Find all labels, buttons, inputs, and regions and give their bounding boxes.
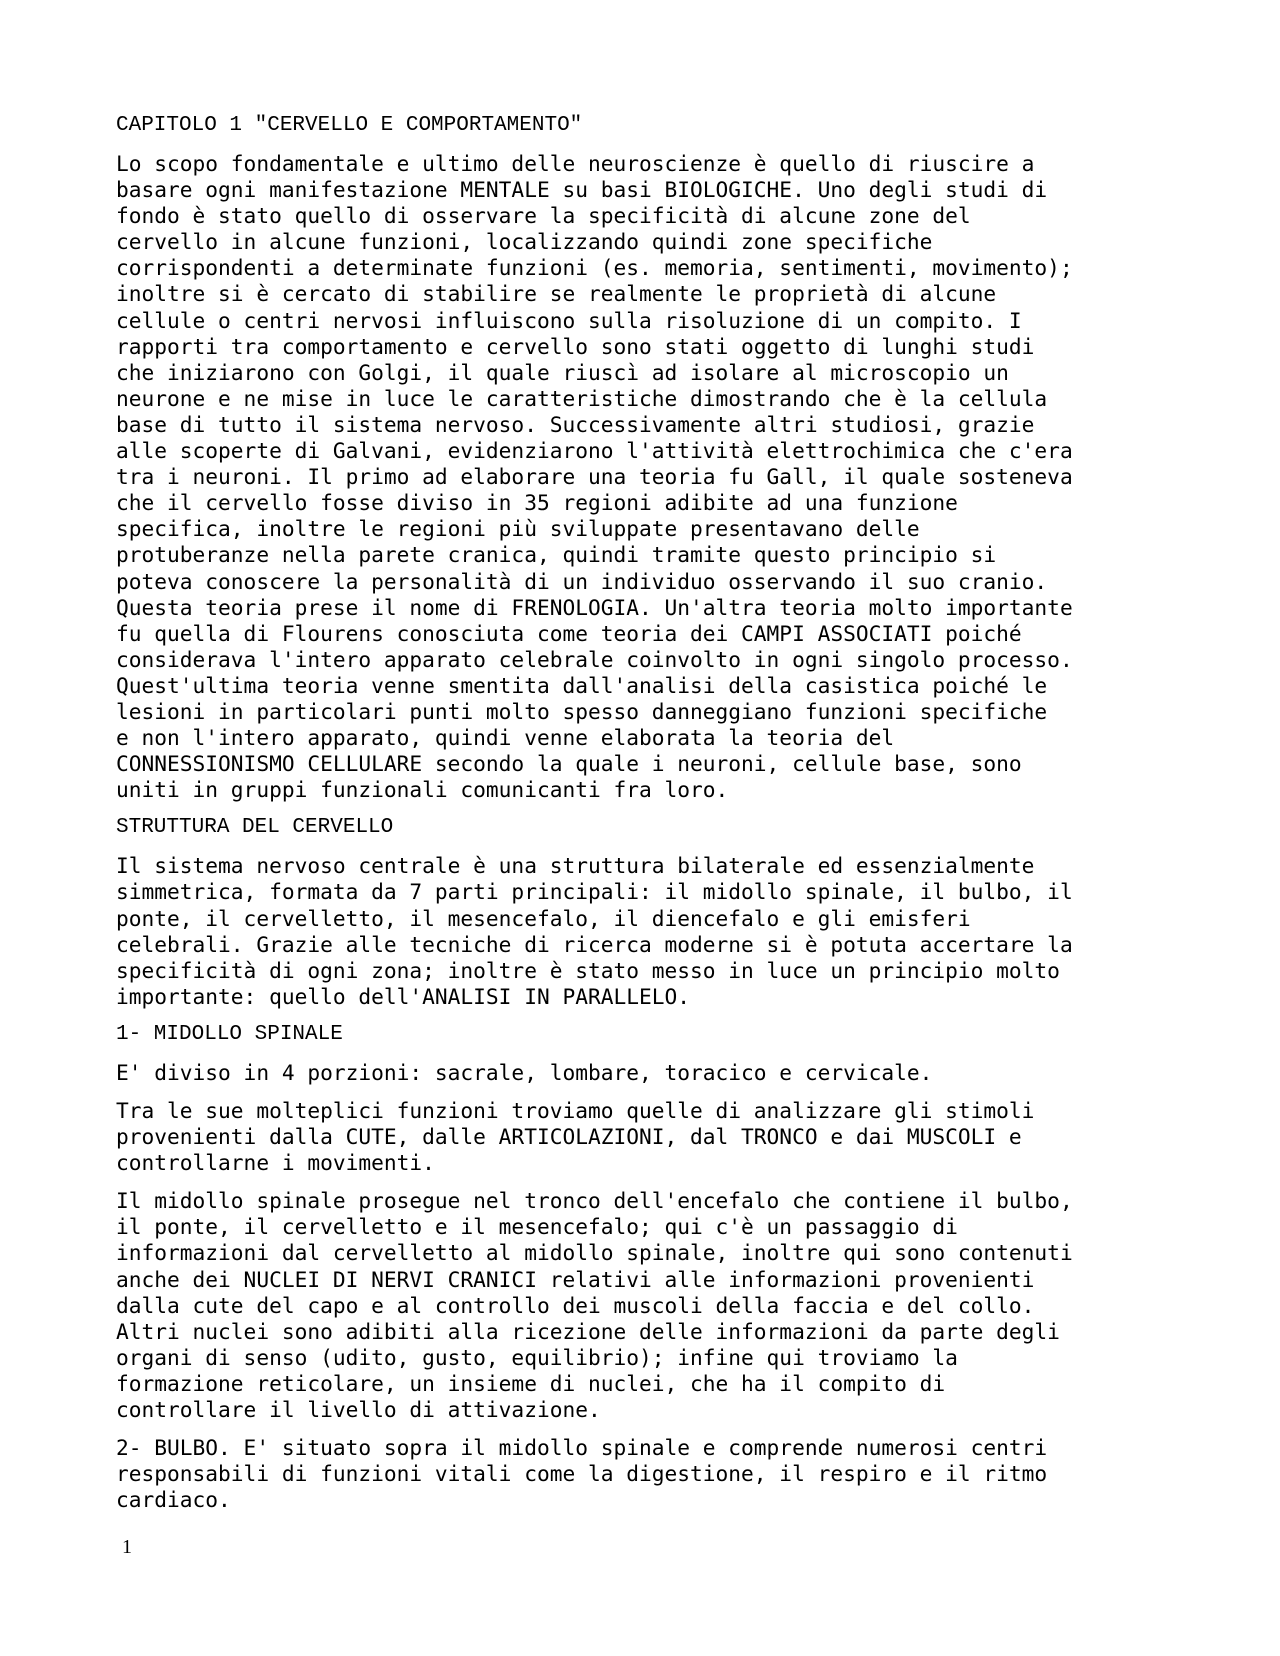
text-line: responsabili di funzioni vitali come la digestione, il respiro e il ritmo bbox=[116, 1461, 1048, 1487]
text-line: fu quella di Flourens conosciuta come teoria dei CAMPI ASSOCIATI poiché bbox=[116, 620, 1022, 646]
text-line: lesioni in particolari punti molto spesso danneggiano funzioni specifiche bbox=[116, 698, 1048, 724]
text-line: Quest'ultima teoria venne smentita dall'analisi della casistica poiché le bbox=[116, 672, 1048, 698]
text-line: rapporti tra comportamento e cervello sono stati oggetto di lunghi studi bbox=[116, 333, 1035, 359]
paragraph bbox=[116, 853, 1176, 1010]
text-line: simmetrica, formata da 7 parti principali: il midollo spinale, il bulbo, il bbox=[116, 879, 1073, 905]
text-line: Questa teoria prese il nome di FRENOLOGIA. Un'altra teoria molto importante bbox=[116, 594, 1073, 620]
text-line: dalla cute del capo e al controllo dei muscoli della faccia e del collo. bbox=[116, 1292, 1035, 1318]
text-line: che iniziarono con Golgi, il quale riuscì ad isolare al microscopio un bbox=[116, 359, 1009, 385]
text-line: specificità di ogni zona; inoltre è stato messo in luce un principio molto bbox=[116, 957, 1060, 983]
text-line: base di tutto il sistema nervoso. Successivamente altri studiosi, grazie bbox=[116, 411, 1035, 437]
text-line: informazioni dal cervelletto al midollo spinale, inoltre qui sono contenuti bbox=[116, 1240, 1073, 1266]
text-line: formazione reticolare, un insieme di nuclei, che ha il compito di bbox=[116, 1370, 946, 1396]
text-line: STRUTTURA DEL CERVELLO bbox=[116, 816, 394, 840]
text-line: Il sistema nervoso centrale è una struttura bilaterale ed essenzialmente bbox=[116, 853, 1035, 879]
text-line: fondo è stato quello di osservare la specificità di alcune zone del bbox=[116, 203, 971, 229]
text-line: specifica, inoltre le regioni più sviluppate presentavano delle bbox=[116, 516, 920, 542]
paragraph bbox=[116, 1098, 1176, 1176]
text-line: Tra le sue molteplici funzioni troviamo quelle di analizzare gli stimoli bbox=[116, 1098, 1035, 1123]
section-heading bbox=[116, 1022, 1176, 1048]
paragraph bbox=[116, 1435, 1176, 1513]
text-line: controllarne i movimenti. bbox=[116, 1150, 435, 1176]
text-line: organi di senso (udito, gusto, equilibrio); infine qui troviamo la bbox=[116, 1344, 958, 1370]
text-line: controllare il livello di attivazione. bbox=[116, 1397, 601, 1423]
text-line: anche dei NUCLEI DI NERVI CRANICI relativi alle informazioni provenienti bbox=[116, 1266, 1035, 1292]
document-body bbox=[116, 113, 1176, 1513]
paragraph bbox=[116, 1060, 1176, 1086]
text-line: CAPITOLO 1 "CERVELLO E COMPORTAMENTO" bbox=[116, 114, 583, 137]
text-line: neurone e ne mise in luce le caratteristiche dimostrando che è la cellula bbox=[116, 385, 1048, 411]
text-line: CONNESSIONISMO CELLULARE secondo la quale i neuroni, cellule base, sono bbox=[116, 751, 1022, 777]
text-line: ponte, il cervelletto, il mesencefalo, il diencefalo e gli emisferi bbox=[116, 905, 971, 931]
text-line: 1- MIDOLLO SPINALE bbox=[116, 1022, 343, 1046]
text-line: Il midollo spinale prosegue nel tronco dell'encefalo che contiene il bulbo, bbox=[116, 1188, 1073, 1214]
text-line: basare ogni manifestazione MENTALE su basi BIOLOGICHE. Uno degli studi di bbox=[116, 177, 1048, 203]
text-line: E' diviso in 4 porzioni: sacrale, lombare, toracico e cervicale. bbox=[116, 1059, 933, 1085]
text-line: poteva conoscere la personalità di un individuo osservando il suo cranio. bbox=[116, 568, 1048, 594]
paragraph bbox=[116, 1188, 1176, 1423]
text-line: importante: quello dell'ANALISI IN PARALLELO. bbox=[116, 983, 691, 1009]
section-heading bbox=[116, 113, 1176, 139]
text-line: cardiaco. bbox=[116, 1487, 231, 1513]
text-line: Altri nuclei sono adibiti alla ricezione delle informazioni da parte degli bbox=[116, 1318, 1060, 1344]
text-line: che il cervello fosse diviso in 35 regioni adibite ad una funzione bbox=[116, 490, 958, 516]
section-heading bbox=[116, 815, 1176, 841]
text-line: e non l'intero apparato, quindi venne elaborata la teoria del bbox=[116, 725, 895, 751]
page-number: 1 bbox=[122, 1536, 132, 1558]
document-page bbox=[116, 113, 1176, 1525]
text-line: tra i neuroni. Il primo ad elaborare una teoria fu Gall, il quale sosteneva bbox=[116, 464, 1073, 490]
text-line: uniti in gruppi funzionali comunicanti fra loro. bbox=[116, 777, 729, 803]
text-line: il ponte, il cervelletto e il mesencefalo; qui c'è un passaggio di bbox=[116, 1214, 958, 1240]
text-line: provenienti dalla CUTE, dalle ARTICOLAZIONI, dal TRONCO e dai MUSCOLI e bbox=[116, 1124, 1022, 1150]
text-line: alle scoperte di Galvani, evidenziarono l'attività elettrochimica che c'era bbox=[116, 438, 1073, 464]
text-line: corrispondenti a determinate funzioni (es. memoria, sentimenti, movimento); bbox=[116, 255, 1073, 281]
text-line: Lo scopo fondamentale e ultimo delle neuroscienze è quello di riuscire a bbox=[116, 151, 1035, 176]
text-line: 2- BULBO. E' situato sopra il midollo spinale e comprende numerosi centri bbox=[116, 1435, 1048, 1461]
paragraph bbox=[116, 151, 1176, 803]
text-line: cellule o centri nervosi influiscono sulla risoluzione di un compito. I bbox=[116, 307, 1022, 333]
text-line: cervello in alcune funzioni, localizzando quindi zone specifiche bbox=[116, 229, 933, 255]
text-line: considerava l'intero apparato celebrale coinvolto in ogni singolo processo. bbox=[116, 646, 1073, 672]
text-line: inoltre si è cercato di stabilire se realmente le proprietà di alcune bbox=[116, 281, 997, 307]
text-line: protuberanze nella parete cranica, quindi tramite questo principio si bbox=[116, 542, 997, 568]
text-line: celebrali. Grazie alle tecniche di ricerca moderne si è potuta accertare la bbox=[116, 931, 1073, 957]
